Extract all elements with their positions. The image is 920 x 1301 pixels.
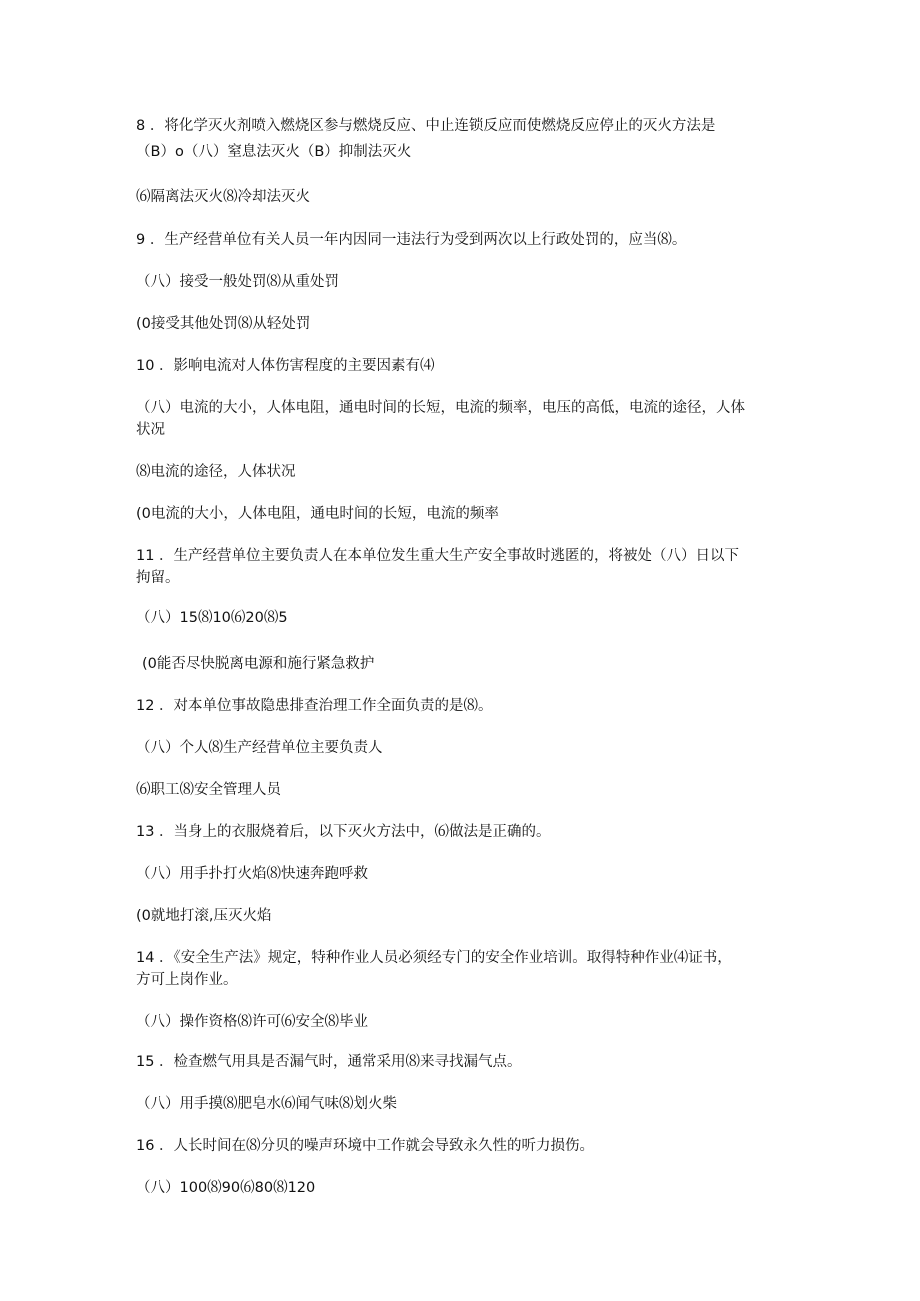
q10-stem: 10 ．影响电流对人体伤害程度的主要因素有⑷ <box>136 358 435 374</box>
q12-options-line2: ⑹职工⑻安全管理人员 <box>136 782 281 798</box>
q14-options: （八）操作资格⑻许可⑹安全⑻毕业 <box>136 1014 368 1030</box>
q9-options-line2: (0接受其他处罚⑻从轻处罚 <box>136 316 311 332</box>
q8-options-line2: ⑹隔离法灭火⑻冷却法灭火 <box>136 189 310 205</box>
q16-options: （八）100⑻90⑹80⑻120 <box>136 1180 316 1196</box>
q9-stem: 9 ．生产经营单位有关人员一年内因同一违法行为受到两次以上行政处罚的，应当⑻。 <box>136 232 687 248</box>
q10-option-a-line2: 状况 <box>136 422 165 438</box>
q15-options: （八）用手摸⑻肥皂水⑹闻气味⑻划火柴 <box>136 1096 397 1112</box>
q12-stem: 12 ．对本单位事故隐患排查治理工作全面负责的是⑻。 <box>136 698 493 714</box>
q16-stem: 16 ．人长时间在⑻分贝的噪声环境中工作就会导致永久性的听力损伤。 <box>136 1138 595 1154</box>
q13-stem: 13 ．当身上的衣服烧着后，以下灭火方法中，⑹做法是正确的。 <box>136 824 551 840</box>
q8-options-line1: （B）o（八）窒息法灭火（B）抑制法灭火 <box>136 144 412 160</box>
q11-stem-line1: 11 ．生产经营单位主要负责人在本单位发生重大生产安全事故时逃匿的，将被处（八）日以下 <box>136 548 740 564</box>
q12-options-line1: （八）个人⑻生产经营单位主要负责人 <box>136 740 383 756</box>
q15-stem: 15 ．检查燃气用具是否漏气时，通常采用⑻来寻找漏气点。 <box>136 1054 522 1070</box>
q13-options-line2: (0就地打滚,压灭火焰 <box>136 908 272 924</box>
q8-stem-line1: 8 ．将化学灭火剂喷入燃烧区参与燃烧反应、中止连锁反应而使燃烧反应停止的灭火方法是 <box>136 118 716 134</box>
q11-options: （八）15⑻10⑹20⑻5 <box>136 610 288 626</box>
q10-option-a-line1: （八）电流的大小，人体电阻，通电时间的长短，电流的频率，电压的高低，电流的途径，人体 <box>136 400 745 416</box>
q13-options-line1: （八）用手扑打火焰⑻快速奔跑呼救 <box>136 866 368 882</box>
stray-option-line: (0能否尽快脱离电源和施行紧急救护 <box>142 656 375 672</box>
q14-stem-line2: 方可上岗作业。 <box>136 972 238 988</box>
q10-option-c: (0电流的大小，人体电阻，通电时间的长短，电流的频率 <box>136 506 499 522</box>
q11-stem-line2: 拘留。 <box>136 570 180 586</box>
q10-option-b: ⑻电流的途径，人体状况 <box>136 464 296 480</box>
q9-options-line1: （八）接受一般处罚⑻从重处罚 <box>136 274 339 290</box>
q14-stem-line1: 14 ．《安全生产法》规定，特种作业人员必须经专门的安全作业培训。取得特种作业⑷证书， <box>136 950 732 966</box>
